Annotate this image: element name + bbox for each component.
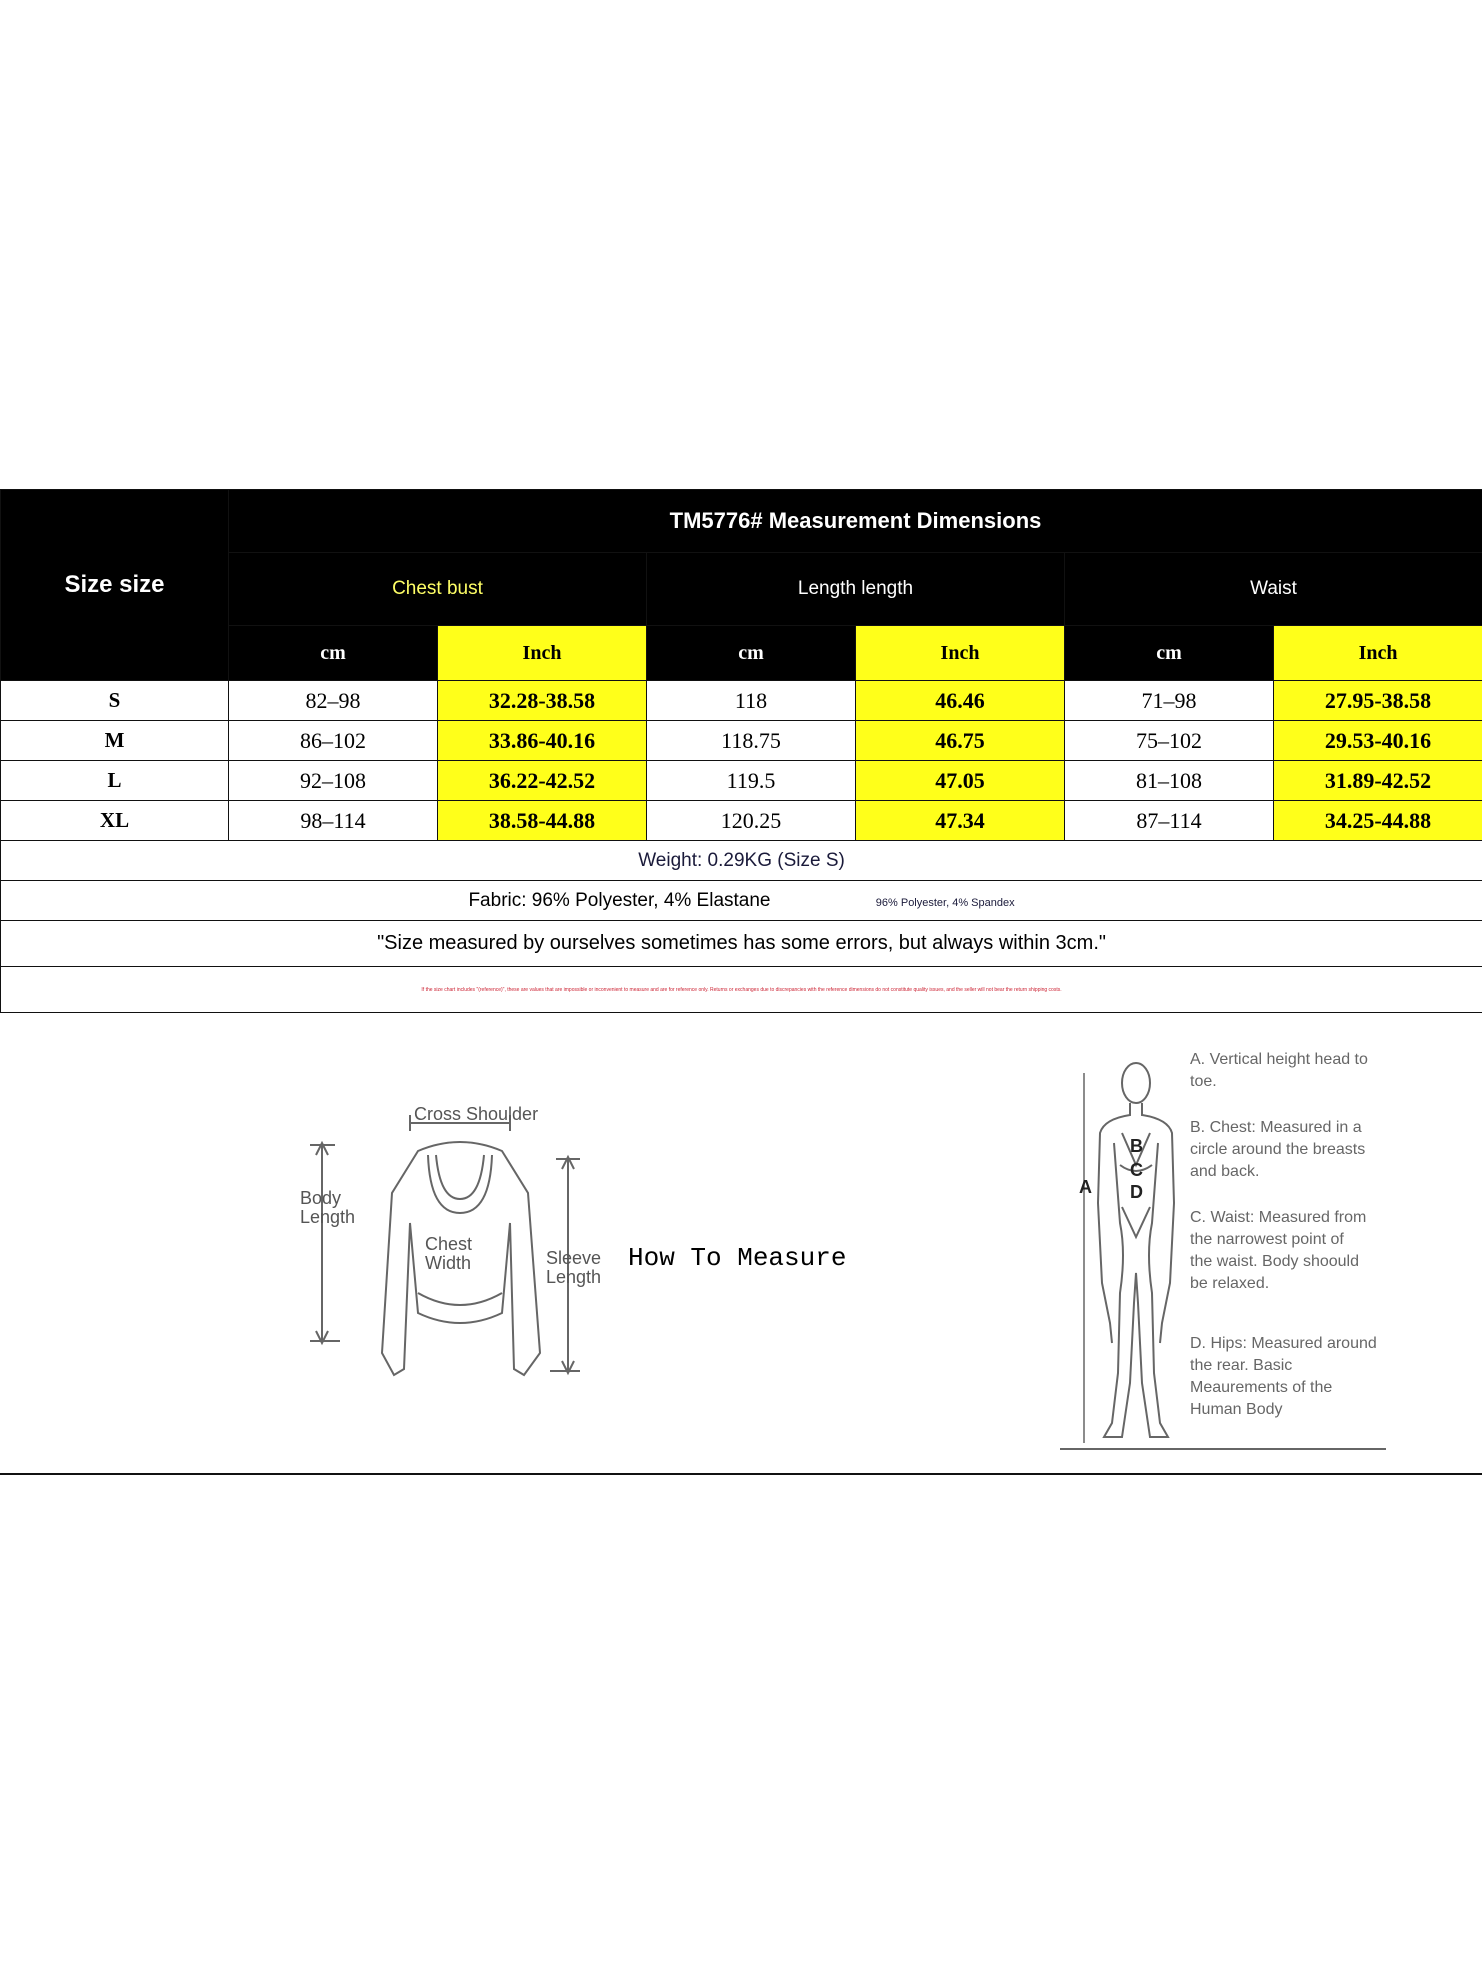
waist-cm: 81–108 [1065,761,1274,801]
size-column-header: Size size [1,490,229,681]
marker-a: A [1079,1177,1092,1197]
chest-inch: 32.28-38.58 [438,681,647,721]
waist-inch: 31.89-42.52 [1274,761,1482,801]
table-row [1,681,1482,721]
size-label: XL [1,801,229,841]
fabric-info [1,881,1482,921]
chest-inch: 36.22-42.52 [438,761,647,801]
waist-cm: 75–102 [1065,721,1274,761]
unit-header: Inch [438,626,647,681]
table-row [1,801,1482,841]
size-label: M [1,721,229,761]
length-cm: 119.5 [647,761,856,801]
chest-width-label: Chest Width [425,1234,473,1273]
waist-inch: 27.95-38.58 [1274,681,1482,721]
disclaimer-text: If the size chart includes "(reference)", these are values that are impossible or inconvenient to measure and are for reference only. Returns or exchanges due to discrepancies with the reference dimensions do not constitute quality issues, and the seller will not bear the return shipping costs. [1,967,1482,1013]
length-cm: 118 [647,681,856,721]
length-inch: 46.46 [856,681,1065,721]
note-b: B. Chest: Measured in a circle around the breasts and back. [1190,1119,1366,1180]
chest-cm: 82–98 [229,681,438,721]
unit-header: cm [647,626,856,681]
marker-d: D [1130,1182,1143,1202]
chest-cm: 98–114 [229,801,438,841]
size-chart-sheet [0,489,1482,1475]
body-length-label: Body Length [300,1188,356,1227]
length-inch: 47.34 [856,801,1065,841]
unit-header: cm [1065,626,1274,681]
how-to-measure-section [0,1013,1482,1475]
size-table [0,489,1482,1013]
waist-inch: 29.53-40.16 [1274,721,1482,761]
chest-inch: 38.58-44.88 [438,801,647,841]
group-header-chest: Chest bust [229,553,647,626]
marker-c: C [1130,1160,1143,1180]
table-row [1,761,1482,801]
how-to-measure-title: How To Measure [628,1243,847,1273]
table-title: TM5776# Measurement Dimensions [229,490,1482,553]
note-a: A. Vertical height head to toe. [1190,1051,1368,1090]
unit-header: cm [229,626,438,681]
chest-cm: 92–108 [229,761,438,801]
group-header-length: Length length [647,553,1065,626]
marker-b: B [1130,1136,1143,1156]
length-inch: 46.75 [856,721,1065,761]
waist-cm: 71–98 [1065,681,1274,721]
chest-cm: 86–102 [229,721,438,761]
size-label: L [1,761,229,801]
length-cm: 118.75 [647,721,856,761]
size-label: S [1,681,229,721]
table-row [1,721,1482,761]
note-c: C. Waist: Measured from the narrowest point of the waist. Body shoould be relaxed. [1190,1209,1367,1292]
length-inch: 47.05 [856,761,1065,801]
unit-header: Inch [1274,626,1482,681]
length-cm: 120.25 [647,801,856,841]
chest-inch: 33.86-40.16 [438,721,647,761]
weight-info: Weight: 0.29KG (Size S) [1,841,1482,881]
waist-inch: 34.25-44.88 [1274,801,1482,841]
cross-shoulder-label: Cross Shoulder [414,1104,539,1124]
unit-header: Inch [856,626,1065,681]
measurement-note: "Size measured by ourselves sometimes has some errors, but always within 3cm." [1,921,1482,967]
waist-cm: 87–114 [1065,801,1274,841]
note-d: D. Hips: Measured around the rear. Basic Meaurements of the Human Body [1190,1335,1377,1418]
fabric-text: Fabric: 96% Polyester, 4% Elastane [468,889,771,911]
sleeve-length-label: Sleeve Length [546,1248,602,1287]
fabric-small-text: 96% Polyester, 4% Spandex [875,896,1015,909]
group-header-waist: Waist [1065,553,1482,626]
